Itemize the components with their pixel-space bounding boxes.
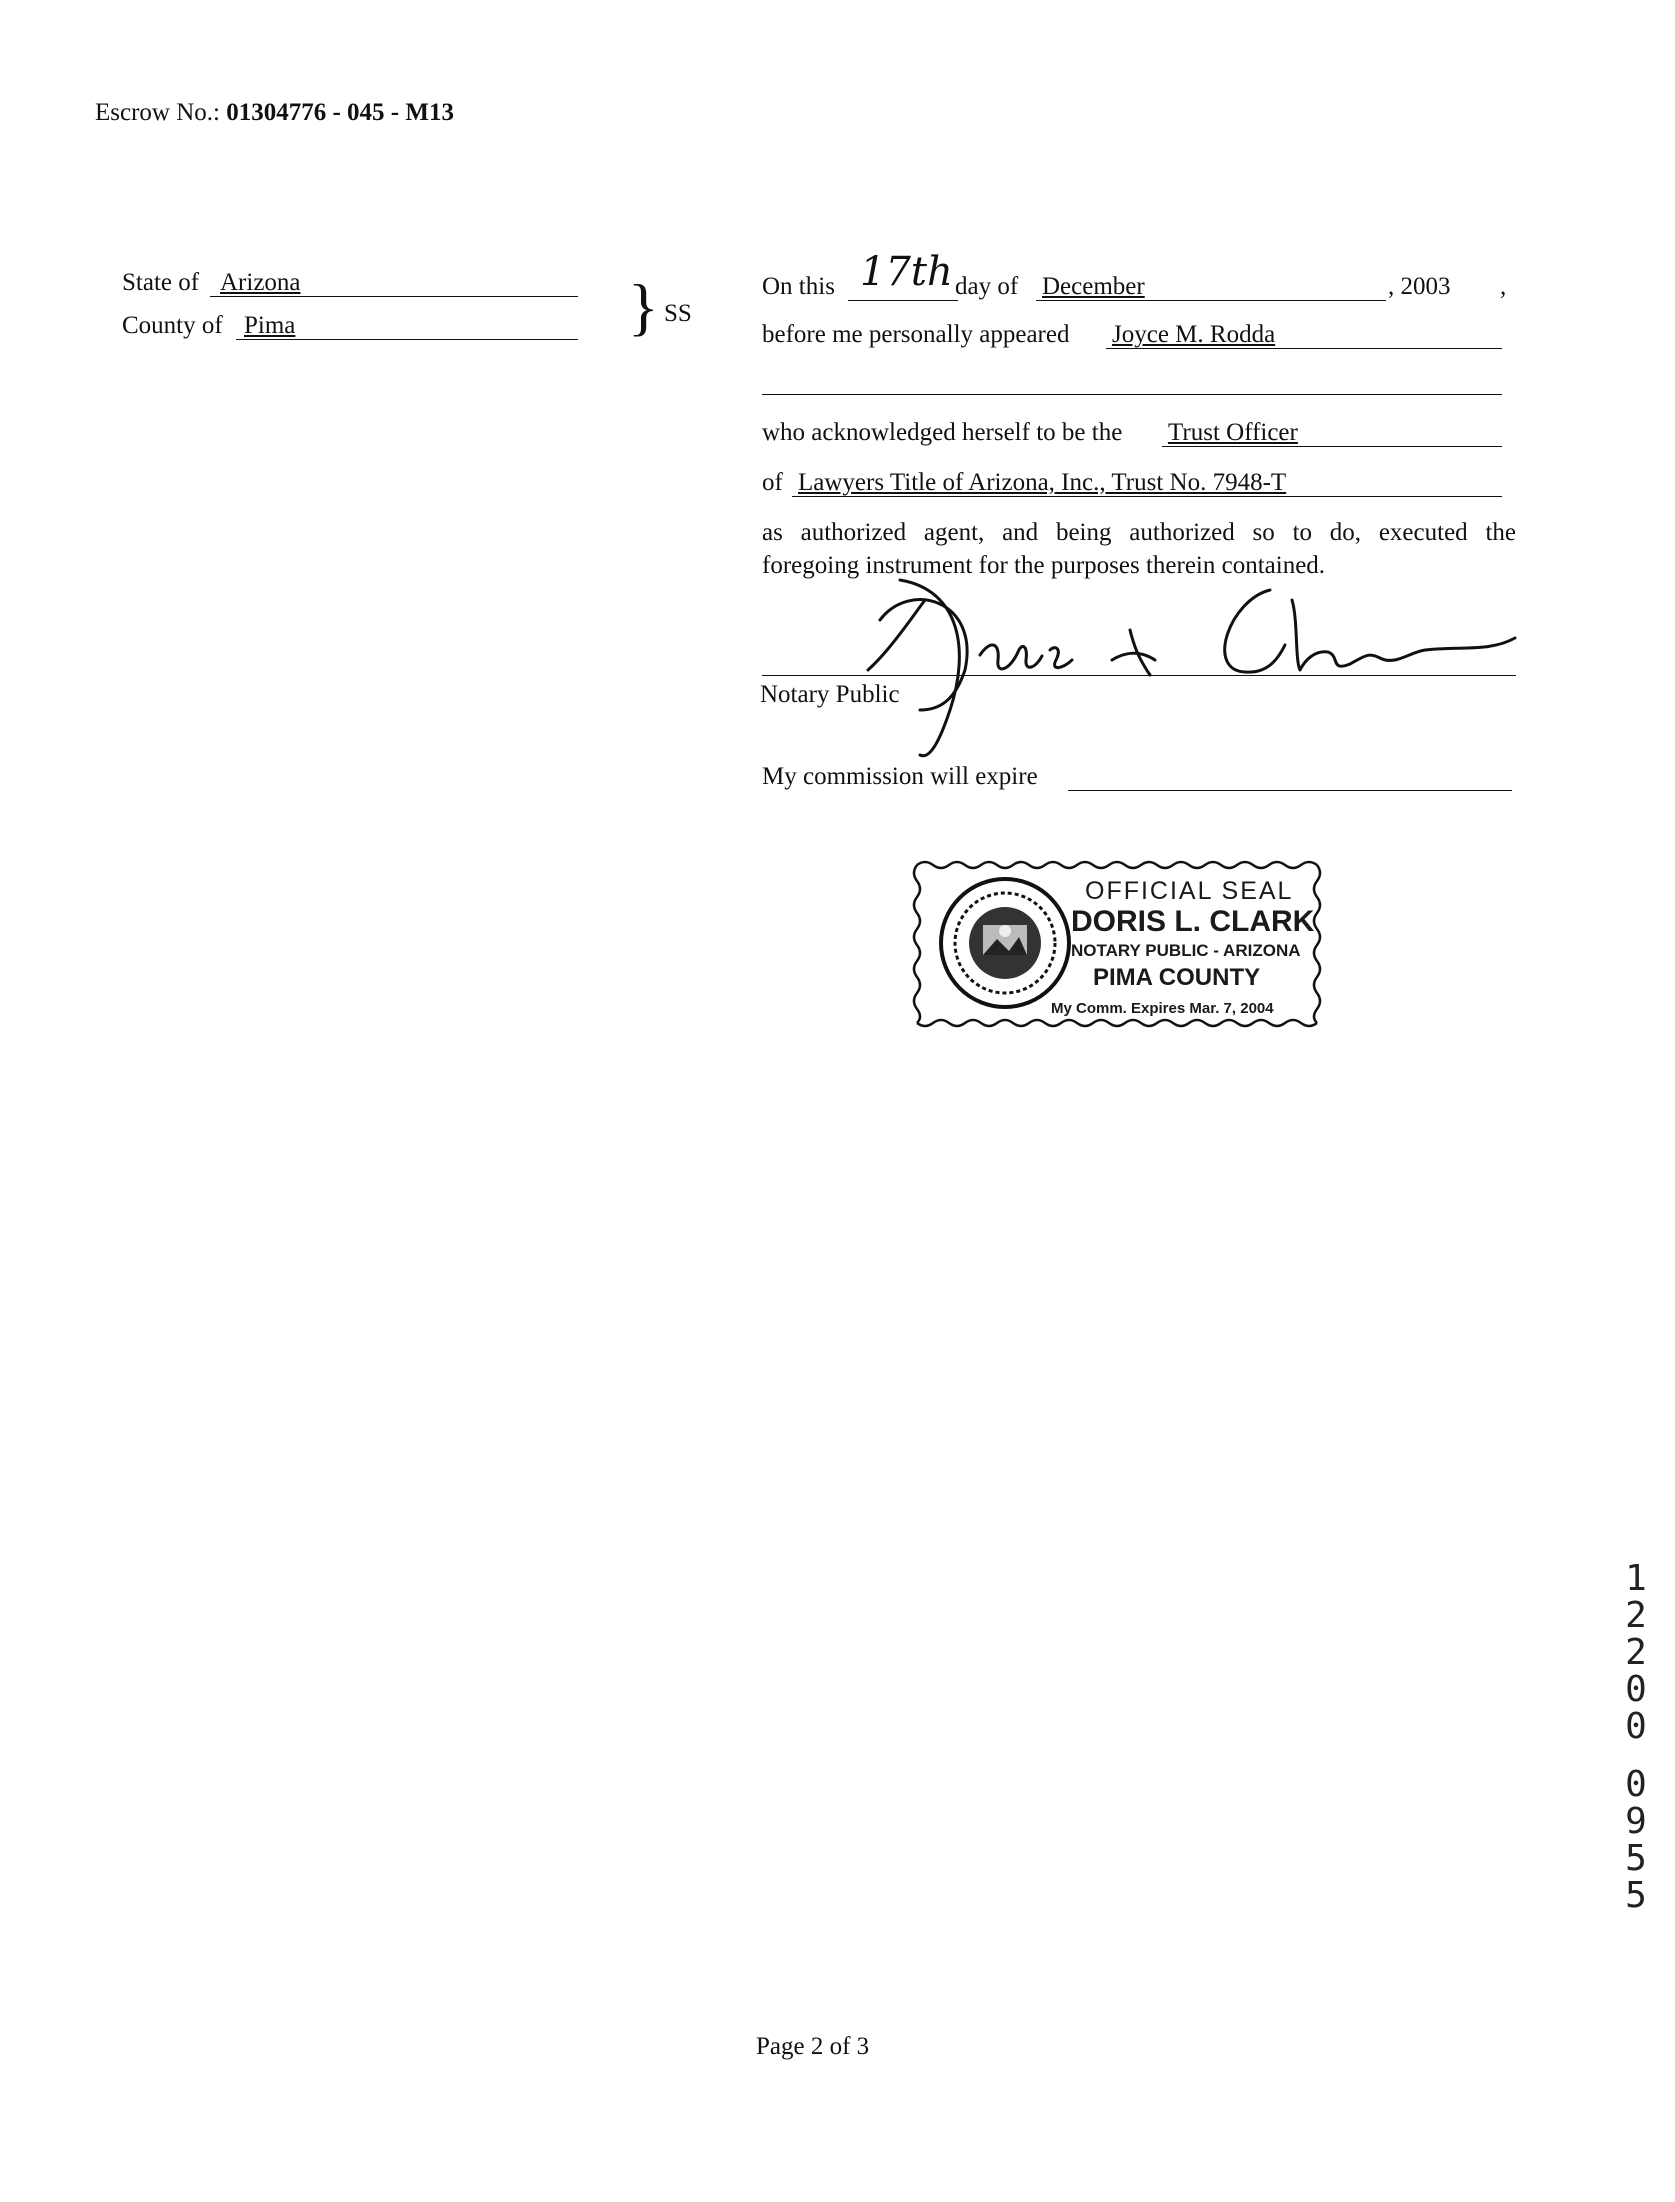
notary-signature [850, 560, 1530, 770]
venue-brace: } [628, 271, 659, 342]
trailing-comma: , [1500, 273, 1507, 300]
day-value-handwritten: 17th [860, 249, 953, 295]
commission-line [1068, 790, 1512, 791]
recording-number-digit: 1 [1625, 1558, 1647, 1599]
escrow-number: 01304776 - 045 - M13 [226, 99, 454, 126]
appeared-line [1106, 348, 1502, 349]
month-line [1036, 300, 1386, 301]
recording-number-digit: 5 [1625, 1875, 1647, 1916]
blank-line [762, 394, 1502, 395]
county-label: County of [122, 312, 223, 339]
body-line-1: as authorized agent, and being authorized so to do, executed the [762, 519, 1516, 546]
of-label: of [762, 469, 783, 496]
entity-value: Lawyers Title of Arizona, Inc., Trust No. 7948-T [798, 469, 1287, 496]
state-label: State of [122, 269, 200, 296]
seal-line-2: DORIS L. CLARK [1071, 905, 1315, 938]
day-of-label: day of [955, 273, 1019, 300]
county-line [236, 339, 578, 340]
state-line [210, 296, 578, 297]
state-seal-emblem [941, 879, 1069, 1007]
seal-line-4: PIMA COUNTY [1093, 964, 1261, 991]
seal-line-5: My Comm. Expires Mar. 7, 2004 [1051, 1000, 1274, 1017]
month-value: December [1042, 273, 1145, 300]
recording-number-digit: 9 [1625, 1801, 1647, 1842]
recording-number-digit: 0 [1625, 1669, 1647, 1710]
page-number: Page 2 of 3 [756, 2033, 870, 2060]
year-value: , 2003 [1388, 273, 1451, 300]
title-line [1162, 446, 1502, 447]
recording-number-digit: 2 [1625, 1595, 1647, 1636]
escrow-label: Escrow No.: [95, 99, 220, 126]
body-line-2: foregoing instrument for the purposes therein contained. [762, 552, 1326, 579]
appeared-name: Joyce M. Rodda [1112, 321, 1276, 348]
state-value: Arizona [220, 269, 301, 296]
ss-label: SS [664, 300, 692, 327]
recording-number-digit: 0 [1625, 1706, 1647, 1747]
escrow-header [95, 98, 454, 128]
county-value: Pima [244, 312, 296, 339]
commission-label: My commission will expire [762, 763, 1038, 790]
day-line [848, 300, 958, 301]
acknowledged-label: who acknowledged herself to be the [762, 419, 1123, 446]
recording-number-digit: 0 [1625, 1764, 1647, 1805]
notary-seal-stamp [905, 855, 1335, 1040]
seal-line-3: NOTARY PUBLIC - ARIZONA [1071, 941, 1301, 960]
seal-line-1: OFFICIAL SEAL [1085, 877, 1294, 905]
title-value: Trust Officer [1168, 419, 1298, 446]
recording-number-digit: 5 [1625, 1838, 1647, 1879]
recording-number-digit: 2 [1625, 1632, 1647, 1673]
appeared-label: before me personally appeared [762, 321, 1070, 348]
on-this-label: On this [762, 273, 835, 300]
entity-line [792, 496, 1502, 497]
notary-public-label: Notary Public [760, 681, 900, 708]
